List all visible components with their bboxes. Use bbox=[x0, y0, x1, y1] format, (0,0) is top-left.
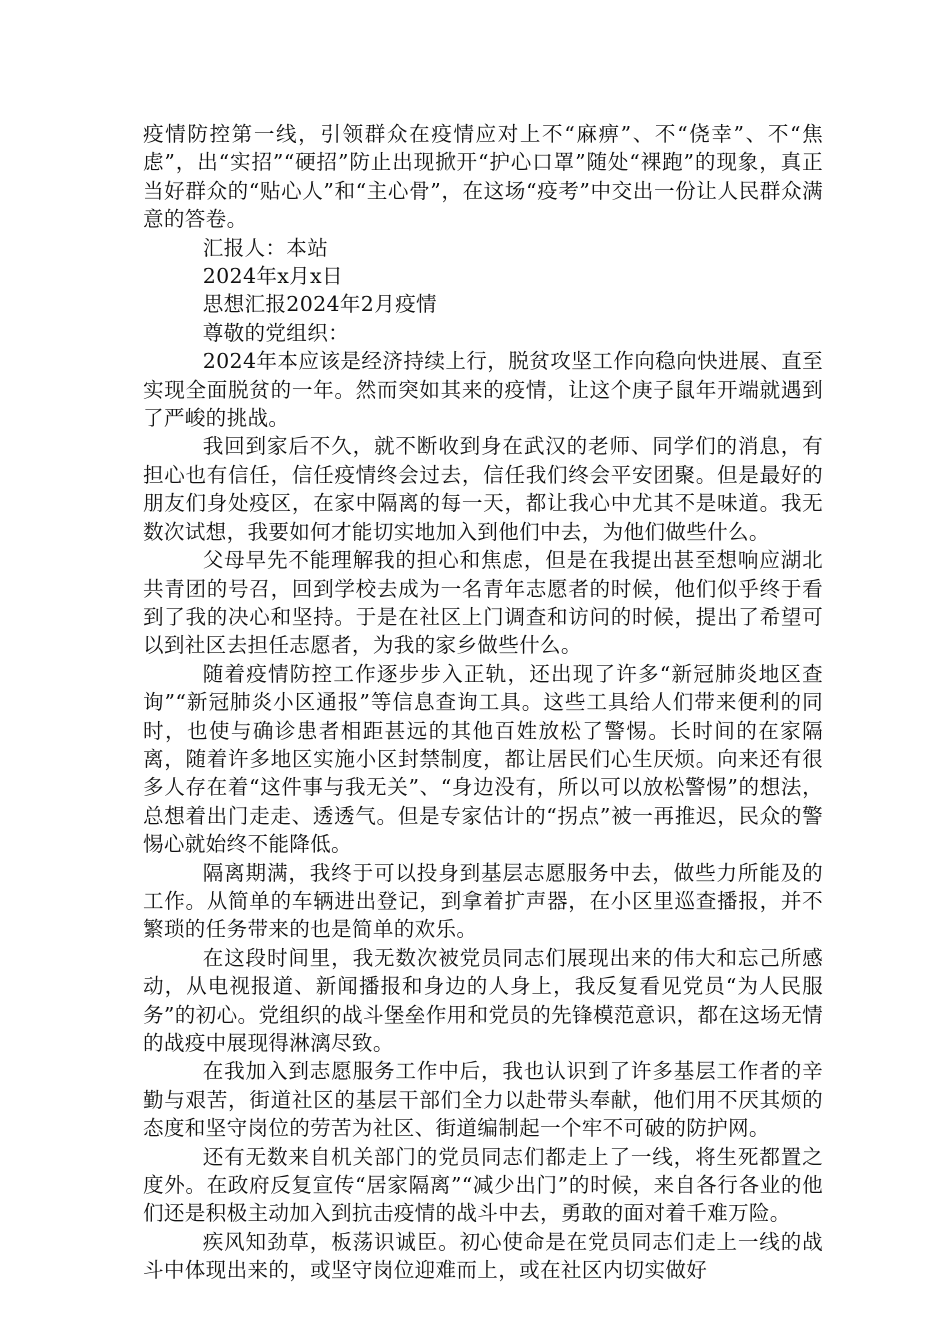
paragraph-continuation: 疫情防控第一线，引领群众在疫情应对上不“麻痹”、不“侥幸”、不“焦虑”，出“实招”“硬招”防止出现掀开“护心口罩”随处“裸跑”的现象，真正当好群众的“贴心人”和“主心骨”，在这场“疫考”中交出一份让人民群众满意的答卷。 bbox=[143, 122, 823, 232]
report-title: 思想汇报2024年2月疫情 bbox=[202, 292, 437, 317]
salutation: 尊敬的党组织： bbox=[202, 320, 349, 345]
body-paragraph: 父母早先不能理解我的担心和焦虑，但是在我提出甚至想响应湖北共青团的号召，回到学校去成为一名青年志愿者的时候，他们似乎终于看到了我的决心和坚持。于是在社区上门调查和访问的时候，提出了希望可以到社区去担任志愿者，为我的家乡做些什么。 bbox=[143, 548, 823, 658]
document-page bbox=[143, 120, 823, 1285]
body-paragraph: 我回到家后不久，就不断收到身在武汉的老师、同学们的消息，有担心也有信任，信任疫情终会过去，信任我们终会平安团聚。但是最好的朋友们身处疫区，在家中隔离的每一天，都让我心中尤其不是味道。我无数次试想，我要如何才能切实地加入到他们中去，为他们做些什么。 bbox=[143, 434, 823, 544]
body-paragraph: 在这段时间里，我无数次被党员同志们展现出来的伟大和忘己所感动，从电视报道、新闻播报和身边的人身上，我反复看见党员“为人民服务”的初心。党组织的战斗堡垒作用和党员的先锋模范意识，都在这场无情的战疫中展现得淋漓尽致。 bbox=[143, 945, 823, 1055]
body-paragraph: 随着疫情防控工作逐步步入正轨，还出现了许多“新冠肺炎地区查询”“新冠肺炎小区通报”等信息查询工具。这些工具给人们带来便利的同时，也使与确诊患者相距甚远的其他百姓放松了警惕。长时间的在家隔离，随着许多地区实施小区封禁制度，都让居民们心生厌烦。向来还有很多人存在着“这件事与我无关”、“身边没有，所以可以放松警惕”的想法，总想着出门走走、透透气。但是专家估计的“拐点”被一再推迟，民众的警惕心就始终不能降低。 bbox=[143, 661, 823, 857]
body-paragraph: 还有无数来自机关部门的党员同志们都走上了一线，将生死都置之度外。在政府反复宣传“居家隔离”“减少出门”的时候，来自各行各业的他们还是积极主动加入到抗击疫情的战斗中去，勇敢的面对着千难万险。 bbox=[143, 1144, 823, 1226]
body-paragraph: 在我加入到志愿服务工作中后，我也认识到了许多基层工作者的辛勤与艰苦，街道社区的基层干部们全力以赴带头奉献，他们用不厌其烦的态度和坚守岗位的劳苦为社区、街道编制起一个牢不可破的防护网。 bbox=[143, 1059, 823, 1141]
date-line: 2024年x月x日 bbox=[202, 264, 343, 289]
reporter-line: 汇报人：本站 bbox=[202, 235, 329, 260]
body-paragraph: 隔离期满，我终于可以投身到基层志愿服务中去，做些力所能及的工作。从简单的车辆进出登记，到拿着扩声器，在小区里巡查播报，并不繁琐的任务带来的也是简单的欢乐。 bbox=[143, 860, 823, 942]
body-paragraph: 2024年本应该是经济持续上行，脱贫攻坚工作向稳向快进展、直至实现全面脱贫的一年。然而突如其来的疫情，让这个庚子鼠年开端就遇到了严峻的挑战。 bbox=[143, 349, 823, 431]
body-paragraph: 疾风知劲草，板荡识诚臣。初心使命是在党员同志们走上一线的战斗中体现出来的，或坚守岗位迎难而上，或在社区内切实做好 bbox=[143, 1229, 823, 1283]
